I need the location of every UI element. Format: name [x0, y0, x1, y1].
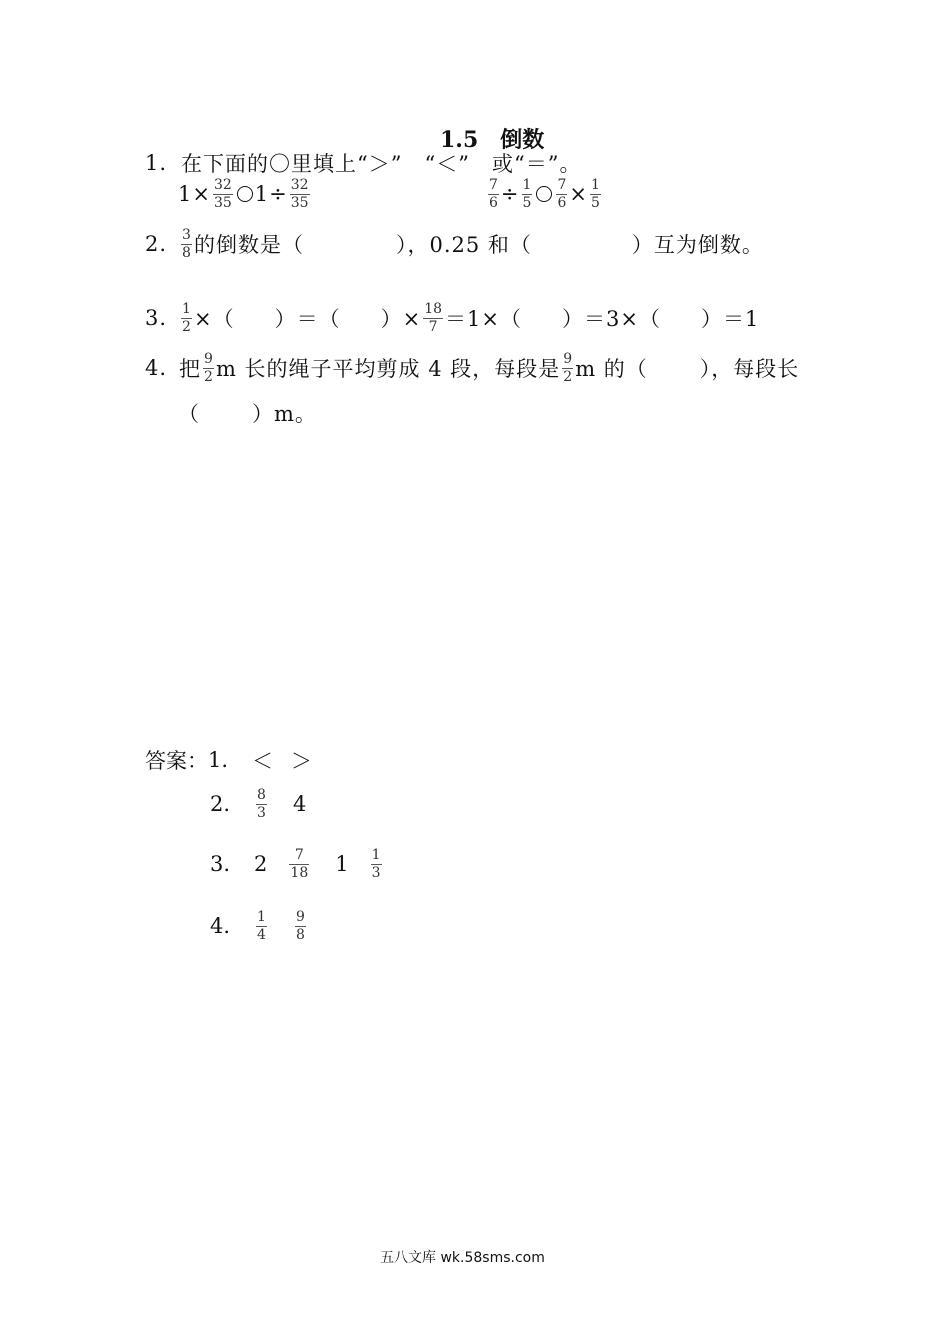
- question-text: ）×: [380, 307, 422, 332]
- denominator: 2: [204, 368, 213, 385]
- question-text: 的倒数是（: [193, 233, 304, 258]
- answer-value: ＞: [291, 749, 313, 773]
- question-text: ）＝（: [274, 307, 341, 332]
- question-4: [145, 352, 799, 384]
- question-text: ），每段长: [699, 357, 800, 382]
- question-text: ）＝1: [700, 307, 760, 332]
- numerator: 9: [295, 909, 305, 925]
- numerator: 9: [563, 351, 573, 367]
- question-text: m 的（: [575, 357, 648, 382]
- fraction: [181, 302, 192, 334]
- answer-2-row: [210, 788, 306, 820]
- fraction: [290, 178, 310, 210]
- numerator: 8: [257, 787, 266, 803]
- question-2: [145, 228, 764, 260]
- numerator: 1: [522, 177, 532, 193]
- answer-4-row: [210, 910, 308, 942]
- question-3: [145, 302, 759, 334]
- denominator: 8: [295, 926, 305, 943]
- blank-circle: [237, 186, 253, 202]
- denominator: 7: [428, 318, 438, 335]
- q1-expression-b: [486, 178, 603, 210]
- question-text: ），0.25 和（: [395, 233, 532, 258]
- fraction: [203, 352, 214, 384]
- question-number: 2.: [145, 232, 168, 257]
- question-text: ＝1×（: [445, 307, 522, 332]
- numerator: 18: [424, 301, 443, 317]
- numerator: 1: [182, 301, 191, 317]
- blank-circle: [536, 186, 552, 202]
- answer-number: 1.: [208, 748, 229, 772]
- fraction: [590, 178, 601, 210]
- fraction: [562, 352, 573, 384]
- fraction: [488, 178, 499, 210]
- fraction: [181, 228, 192, 260]
- denominator: 6: [557, 194, 567, 211]
- answer-value: 4: [292, 792, 307, 817]
- numerator: 32: [290, 177, 309, 193]
- fraction: [371, 848, 382, 880]
- numerator: 1: [371, 847, 381, 863]
- question-text: ）＝3×（: [561, 307, 661, 332]
- answer-number: 4.: [210, 914, 231, 939]
- denominator: 4: [257, 926, 266, 943]
- answer-value: 2: [254, 852, 268, 877]
- fraction: [256, 910, 267, 942]
- q1-expression-a: [178, 178, 312, 210]
- numerator: 7: [489, 177, 498, 193]
- denominator: 8: [182, 244, 191, 261]
- denominator: 3: [371, 864, 381, 881]
- question-text: m 长的绳子平均剪成 4 段，每段是: [215, 357, 561, 382]
- question-text: ）互为倒数。: [631, 233, 764, 258]
- question-number: 4.: [145, 356, 168, 381]
- fraction: [256, 788, 267, 820]
- expr-text: 1×: [178, 182, 211, 207]
- numerator: 1: [590, 177, 600, 193]
- expr-text: ÷: [500, 182, 520, 207]
- denominator: 3: [257, 804, 266, 821]
- expr-text: ×: [569, 182, 588, 207]
- denominator: 5: [590, 194, 600, 211]
- question-number: 3.: [145, 306, 168, 331]
- page-title: 1.5 倒数: [440, 127, 545, 153]
- denominator: 35: [213, 194, 232, 211]
- fraction: [289, 848, 309, 880]
- answer-value: ＜: [252, 749, 274, 773]
- numerator: 7: [557, 177, 567, 193]
- answer-3-row: [210, 848, 384, 880]
- answer-number: 2.: [210, 792, 231, 817]
- question-text: 在下面的〇里填上“＞” “＜” 或“＝”。: [181, 152, 582, 176]
- question-4-continued: [178, 398, 317, 428]
- fraction: [522, 178, 533, 210]
- page-footer: 五八文库 wk.58sms.com: [380, 1250, 545, 1266]
- numerator: 1: [257, 909, 266, 925]
- denominator: 2: [563, 368, 573, 385]
- denominator: 5: [522, 194, 532, 211]
- question-number: 1.: [145, 151, 168, 175]
- expr-text: 1÷: [254, 182, 288, 207]
- numerator: 7: [294, 847, 304, 863]
- numerator: 9: [204, 351, 213, 367]
- question-text: ）m。: [252, 402, 317, 426]
- fraction: [213, 178, 233, 210]
- answer-value: 1: [335, 852, 349, 877]
- numerator: 32: [213, 177, 232, 193]
- fraction: [295, 910, 306, 942]
- denominator: 2: [182, 318, 191, 335]
- fraction: [556, 178, 567, 210]
- denominator: 35: [290, 194, 309, 211]
- fraction: [423, 302, 443, 334]
- answer-1-row: [145, 745, 312, 775]
- question-1: [145, 148, 581, 178]
- answer-number: 3.: [210, 852, 231, 877]
- question-text: （: [178, 402, 200, 426]
- numerator: 3: [182, 227, 191, 243]
- question-text: 把: [179, 357, 202, 382]
- answers-label: 答案：: [145, 749, 208, 773]
- denominator: 18: [290, 864, 309, 881]
- question-text: ×（: [193, 307, 235, 332]
- denominator: 6: [489, 194, 498, 211]
